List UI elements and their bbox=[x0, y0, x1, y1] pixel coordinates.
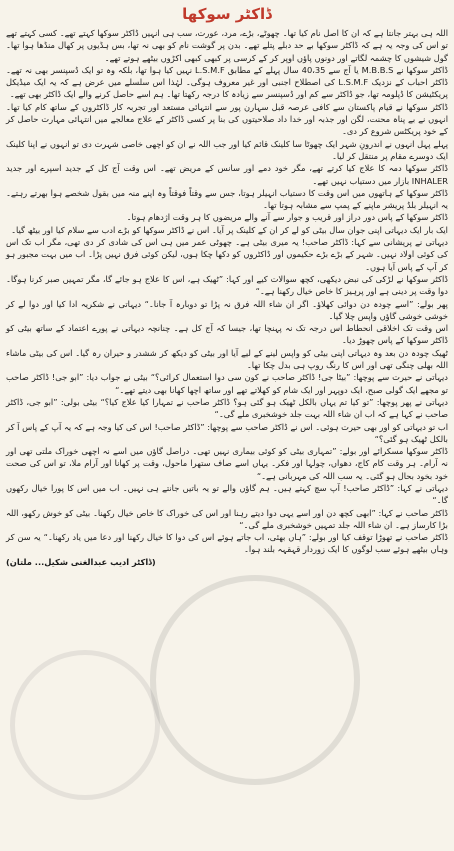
paragraph: ڈاکٹر سوکھا مسکرائے اور بولے: ”تمہاری بیٹی کو کوئی بیماری نہیں تھی۔ دراصل گاؤں میں اسے نہ اچھی خوراک ملتی تھی اور نہ آرام۔ ہر وقت کام کاج، دھواں، چولہا اور فکر۔ یہاں اسے صاف ستھرا ماحول، وقت پر کھانا اور آرام ملا، تو اس کی صحت خود بخود بحال ہو گئی۔ یہ سب اللہ کی مہربانی ہے۔“ bbox=[6, 446, 448, 481]
paragraph: پھر بولے: ”اسے چودہ دن دوائی کھلاؤ۔ اگر ان شاء اللہ فرق نہ پڑا تو دوبارہ آ جانا۔“ دیہاتی نے شکریہ ادا کیا اور دوا لے کر خوشی خوشی گاؤں واپس چلا گیا۔ bbox=[6, 298, 448, 321]
paragraph: اللہ ہی بہتر جانتا ہے کہ ان کا اصل نام کیا تھا۔ چھوٹے، بڑے، مرد، عورت، سب ہی انہیں ڈاکٹر سوکھا کہتے تھے۔ کسی کہتے تھے تو اس کی وجہ یہ ہے کہ ڈاکٹر سوکھا بے حد دبلے پتلے تھے۔ بدن پر گوشت نام کو بھی نہ تھا، بس ہڈیوں پر کھال منڈھا ہوا تھا۔ گول شیشوں کا چشمہ لگاتے اور دونوں پاؤں اوپر کر کے کرسی پر کبھی کبھی اکڑوں بیٹھے ہوتے تھے۔ bbox=[6, 28, 448, 63]
paragraph: ٹھیک چودہ دن بعد وہ دیہاتی اپنی بیٹی کو واپس لینے کے لیے آیا اور بیٹی کو دیکھ کر ششدر و حیران رہ گیا۔ اس کی بیٹی ماشاء اللہ بھلی چنگی تھی اور اس کا رنگ روپ ہی بدل چکا تھا۔ bbox=[6, 347, 448, 371]
article-body bbox=[6, 27, 448, 556]
paragraph: پہلے پہل انہوں نے اندرونِ شہر ایک چھوٹا سا کلینک قائم کیا اور جب اللہ نے ان کو اچھی خاصی شہرت دی تو انہوں نے اپنا کلینک ایک دوسرے مقام پر منتقل کر لیا۔ bbox=[6, 138, 448, 161]
stamp-watermark-secondary bbox=[10, 650, 160, 800]
paragraph: ایک بار ایک دیہاتی اپنی جوان سال بیٹی کو لے کر ان کے کلینک پر آیا۔ اس نے ڈاکٹر سوکھا کو بڑے ادب سے سلام کیا اور بیٹھ گیا۔ bbox=[11, 224, 448, 235]
paragraph: ڈاکٹر صاحب نے کہا: ”ابھی کچھ دن اور اسے یہی دوا دیتے رہنا اور اس کی خوراک کا خاص خیال رکھنا۔ بیٹی کو خوش رکھو، اللہ بڑا کارساز ہے۔ ان شاء اللہ جلد تمہیں خوشخبری ملے گی۔“ bbox=[6, 507, 448, 530]
paragraph: دیہاتی نے پریشانی سے کہا: ڈاکٹر صاحب! یہ میری بیٹی ہے۔ چھوٹی عمر میں ہی اس کی شادی کر دی تھی، مگر اب تک اس کی کوئی اولاد نہیں۔ شہر کے بڑے بڑے حکیموں اور ڈاکٹروں کو دکھا چکا ہوں، لیکن کوئی فرق نہیں پڑا۔ اب میں بہت مجبور ہو کر آپ کے پاس آیا ہوں۔ bbox=[6, 237, 448, 272]
paragraph: دیہاتی نے پھر پوچھا: ”تو کیا تم یہاں بالکل ٹھیک ہو گئی ہو؟ ڈاکٹر صاحب نے تمہارا کیا علاج کیا؟“ بیٹی بولی: ”ابو جی، ڈاکٹر صاحب نے کہا ہے کہ اب ان شاء اللہ بہت جلد خوشخبری ملے گی۔“ bbox=[6, 396, 448, 420]
stamp-watermark bbox=[150, 575, 360, 785]
paragraph: ڈاکٹر سوکھا کے پاس دور دراز اور قریب و جوار سے آنے والے مریضوں کا ہر وقت اژدھام ہوتا۔ bbox=[126, 212, 448, 223]
paragraph: ڈاکٹر سوکھا نے قیام پاکستان سے کافی عرصہ قبل سہارن پور سے انتہائی مستعد اور تجربہ کار ڈاکٹروں کے ساتھ کام کیا تھا۔ انہوں نے بے پناہ محنت، لگن اور جذبہ اور خدا داد صلاحیتوں کی بنا پر کسی ڈاکٹر کے علاج معالجے میں انتہائی مہارت حاصل کر کے خود پریکٹس شروع کر دی۔ bbox=[6, 101, 448, 137]
article-title: ڈاکٹر سوکھا bbox=[182, 5, 272, 23]
paragraph: ڈاکٹر سوکھا نے M.B.B.S یا آج سے 40،35 سال پہلے کے مطابق L.S.M.F نہیں کیا ہوا تھا، بلکہ وہ تو ایک ڈسپنسر بھی نہ تھے۔ ڈاکٹر احباب کے نزدیک L.S.M.F کی اصطلاح اجنبی اور غیر معروف ہوگی۔ لہٰذا اس سلسلے میں عرض ہے کہ یہ ایک میڈیکل پریکٹیشن کا ڈپلومہ تھا، جو ڈاکٹر سے کم اور ڈسپنسر سے زیادہ کا درجہ رکھتا تھا۔ ہم اسے حاصل کرنے والے ایک ڈاکٹر بھی تھے۔ bbox=[6, 64, 449, 100]
paragraph: ڈاکٹر صاحب نے تھوڑا توقف کیا اور بولے: ”ہاں بھئی، اب جاتے ہوئے اس کی دوا کا خیال رکھنا اور دعا میں یاد رکھنا۔“ یہ سن کر وہاں بیٹھے ہوئے سب لوگوں کا ایک زوردار قہقہہ بلند ہوا۔ bbox=[6, 532, 448, 555]
paragraph: اس وقت تک اخلاقی انحطاط اس درجہ تک نہ پہنچا تھا، جیسا کہ آج کل ہے۔ چنانچہ دیہاتی نے پورے اعتماد کے ساتھ بیٹی کو ڈاکٹر سوکھا کے پاس چھوڑ دیا۔ bbox=[6, 323, 448, 346]
paragraph: ڈاکٹر سوکھا کے ہاتھوں میں اس وقت کا دستیاب انہیلر ہوتا، جس سے وقتاً فوقتاً وہ اپنے منہ میں بقول شخصے ہوا بھرتے رہتے۔ یہ انہیلر بلڈ پریشر ماپنے کے پمپ سے مشابہ ہوتا تھا۔ bbox=[6, 187, 448, 211]
paragraph: دیہاتی نے کہا: ”ڈاکٹر صاحب! آپ سچ کہتے ہیں۔ ہم گاؤں والے تو یہ باتیں جانتے ہی نہیں۔ اب میں اس کا پورا خیال رکھوں گا۔“ bbox=[6, 482, 448, 506]
paragraph: ڈاکٹر سوکھا نے لڑکی کی نبض دیکھی، کچھ سوالات کیے اور کہا: ”ٹھیک ہے، اس کا علاج ہو جائے گا، مگر تمہیں صبر کرنا ہوگا۔ دوا وقت پر دینی ہے اور پرہیز کا خاص خیال رکھنا ہے۔“ bbox=[6, 273, 448, 297]
paragraph: اب تو دیہاتی کو اور بھی حیرت ہوئی۔ اس نے ڈاکٹر صاحب سے پوچھا: ”ڈاکٹر صاحب! اس کی کیا وجہ ہے کہ یہ آپ کے پاس آ کر بالکل ٹھیک ہو گئی؟“ bbox=[6, 421, 448, 444]
author-credit: (ڈاکٹر ادیب عبدالغنی شکیل... ملتان) bbox=[6, 556, 156, 567]
paragraph: دیہاتی نے حیرت سے پوچھا: ”بیٹا جی! ڈاکٹر صاحب نے کون سی دوا استعمال کرائی؟“ بیٹی نے جواب دیا: ”ابو جی! ڈاکٹر صاحب تو مجھے ایک گولی صبح، ایک دوپہر اور ایک شام کو کھلاتے تھے اور ساتھ اچھا کھانا بھی دیتے تھے۔“ bbox=[6, 372, 448, 395]
paragraph: ڈاکٹر سوکھا دمہ کا علاج کیا کرتے تھے، مگر خود دمے اور سانس کے مریض تھے۔ اس وقت آج کل کے جدید اسپرے اور جدید INHALER بازار میں دستیاب نہیں تھے۔ bbox=[6, 163, 448, 186]
